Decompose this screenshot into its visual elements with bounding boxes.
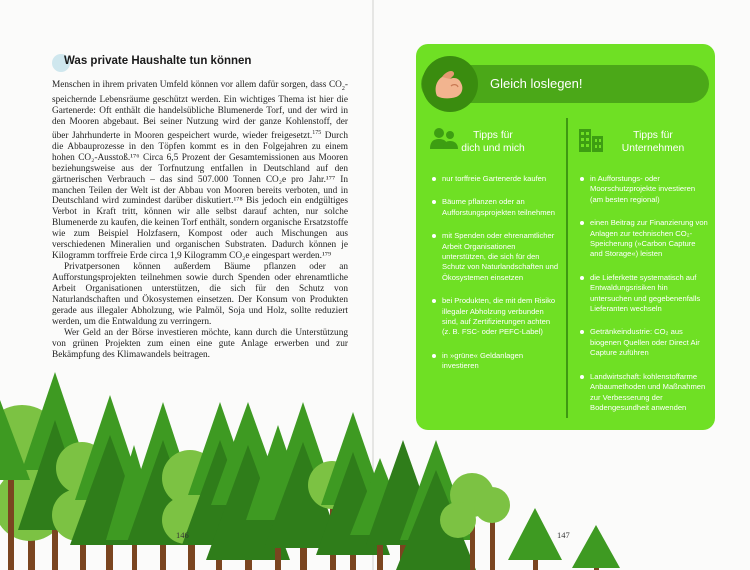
tip-item: Getränkeindustrie: CO₂ aus biogenen Quellen oder Direct Air Capture zuführen xyxy=(578,327,708,358)
tip-item: mit Spenden oder ehrenamtlicher Arbeit Organisationen unterstützen, die sich für den Schutz von Naturlandschaften und Ökosystemen einsetzen xyxy=(430,231,560,283)
tip-item: nur torffreie Gartenerde kaufen xyxy=(430,174,560,184)
paragraph-1: Menschen in ihrem privaten Umfeld können vor allem dafür sorgen, dass $CO_2$-speichernde Lebensräume geschützt werden. Ein wichtiges Thema ist hier die Gartenerde: Oft enthält die handelsübliche Blumenerde Torf, und der wird in den Mooren abgebaut. Bei seiner Nutzung wird der ganze Kohlenstoff, der über Jahrhunderte in Mooren gespeichert wurde, wieder freigesetzt.$^{175}$ Durch die Abbauprozesse in den Töpfen kommt es in den Folgejahren zu einem hohen CO₂-Ausstoß.¹⁷⁶ Circa 6,5 Prozent der Gesamtemissionen aus Mooren beziehungsweise aus der Torfnutzung entfallen in Deutschland auf den gärtnerischen Verbrauch – das sind 507.000 Tonnen CO₂e pro Jahr.¹⁷⁷ In manchen Teilen der Welt ist der Abbau von Mooren bereits verboten, und in Deutschland wird zumindest darüber diskutiert.¹⁷⁸ Bis jedoch ein endgültiges Verbot in Kraft tritt, können wir alle selbst darauf achten, nur solche Blumenerde zu kaufen, die keinen Torf enthält, sondern organische Ersatzstoffe wie zum Beispiel Holzfasern, Kompost oder auch Mischungen aus verschiedenen Mineralien und organischen Substraten. Dadurch können je Kilogramm torffreie Erde circa 1,9 Kilogramm CO₂e eingespart werden.¹⁷⁹ xyxy=(52,80,348,262)
page-number-left: 146 xyxy=(176,530,189,540)
tip-item: in »grüne« Geldanlagen investieren xyxy=(430,351,560,372)
column-title-private: Tipps für dich und mich xyxy=(461,130,525,154)
paragraph-3: Wer Geld an der Börse investieren möchte, kann durch die Unterstützung von grünen Projekten zum einen eine gute Anlage erwerben und zur Bekämpfung des Klimawandels beitragen. xyxy=(52,327,348,360)
tip-item: in Aufforstungs- oder Moorschutzprojekte investieren (am besten regional) xyxy=(578,174,708,205)
tree xyxy=(474,487,510,570)
banner-title: Gleich loslegen! xyxy=(490,76,583,91)
tip-item: Bäume pflanzen oder an Aufforstungsprojekten teilnehmen xyxy=(430,197,560,218)
tip-item: bei Produkten, die mit dem Risiko illegaler Abholzung verbunden sind, auf Zertifizierungen achten (z. B. FSC- oder PEFC-Label) xyxy=(430,296,560,338)
tip-item: einen Beitrag zur Finanzierung von Anlagen zur technischen CO₂-Speicherung (»Carbon Capture and Storage«) leisten xyxy=(578,218,708,260)
heading-text: Was private Haushalte tun können xyxy=(64,55,252,67)
paragraph-2: Privatpersonen können außerdem Bäume pflanzen oder an Aufforstungsprojekten teilnehmen sowie durch Spenden oder ehrenamtliche Arbeit Organisationen unterstützen, die sich für den Schutz von Naturlandschaften und Ökosystemen einsetzen. Der Konsum von Produkten gerade aus illegaler Abholzung, wie Palmöl, Soja und Holz, sollte reduziert werden, um die Entwaldung zu verringern. xyxy=(52,262,348,327)
column-title-business: Tipps für Unternehmen xyxy=(621,130,685,154)
page-number-right: 147 xyxy=(557,530,570,540)
tree xyxy=(572,525,620,570)
tree xyxy=(508,508,562,570)
tip-item: die Lieferkette systematisch auf Entwaldungsrisiken hin untersuchen und gegebenenfalls Lieferanten wechseln xyxy=(578,273,708,315)
tip-item: Landwirtschaft: kohlenstoffarme Anbaumethoden und Maßnahmen zur Verbesserung der Bodengesundheit anwenden xyxy=(578,372,708,414)
